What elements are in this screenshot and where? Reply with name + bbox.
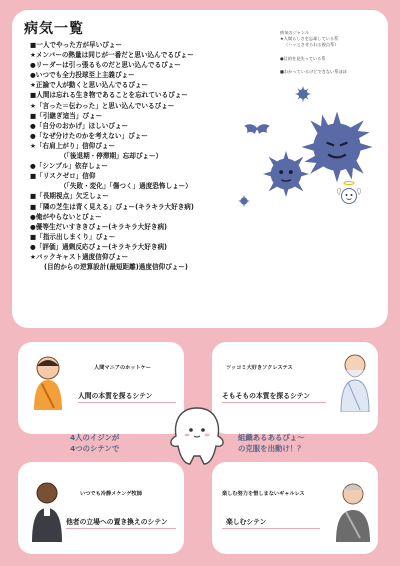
intro-line: の克服を出動け！？ xyxy=(238,444,305,453)
list-item: ★メンバーの熱量は同じが一番だと思い込んでるぴょー xyxy=(30,51,194,60)
disease-list-card xyxy=(12,10,388,328)
character-role: いつでも冷静メケンゲ牧師 xyxy=(80,491,142,497)
virus-icon xyxy=(295,86,311,102)
character-perspective: 楽しむシテン xyxy=(226,518,267,526)
list-item: ★「言った＝伝わった」と思い込んでいるぴょー xyxy=(30,101,175,110)
legend-item: ★人間らしさを忘却している系 xyxy=(280,36,339,42)
intro-line: 4つのシテンで xyxy=(70,444,120,453)
list-item: ■「引継ぎ這当」ぴょー xyxy=(30,111,103,120)
character-card xyxy=(18,342,184,434)
character-perspective: そもそもの本質を探るシテン xyxy=(222,392,311,400)
divider xyxy=(222,528,320,529)
list-item: ●リーダーは引っ張るものだと思い込んでるぴょー xyxy=(30,61,181,70)
list-item: ●「シンプル」依存しょー xyxy=(30,162,108,171)
legend-item: （ハッとさせられる視点系） xyxy=(284,42,339,48)
intro-text-left xyxy=(70,432,119,454)
person-illustration xyxy=(28,480,66,542)
person-illustration xyxy=(28,354,68,410)
list-item: ■「リスクゼロ」信仰 xyxy=(30,172,96,181)
list-item: ●「なぜ分けたのかを考えない」ぴょー xyxy=(30,131,148,140)
list-item: ●「評価」過剰反応ぴょー(キラキラ大好き病) xyxy=(30,242,168,251)
character-perspective: 人間の本質を探るシテン xyxy=(78,392,153,400)
bat-icon xyxy=(244,123,270,137)
disease-list xyxy=(30,40,290,272)
character-card xyxy=(212,342,378,434)
page-title: 病気一覧 xyxy=(24,21,84,37)
list-item: ●俺がやらないとぴょー xyxy=(30,212,102,221)
character-card xyxy=(18,462,184,554)
character-role: 楽しむ努力を惜しまないギャルレス xyxy=(222,491,305,497)
list-item: ●「自分のおかげ」ほしいぴょー xyxy=(30,121,129,130)
list-item: ■「長期視点」欠乏しょー xyxy=(30,192,109,201)
character-card xyxy=(212,462,378,554)
divider xyxy=(78,402,176,403)
divider xyxy=(66,528,176,529)
list-item: ■「隣の芝生は青く見える」ぴょー(キラキラ大好き病) xyxy=(30,202,194,211)
list-item: （「後退期・停滞期」忘却ぴょー） xyxy=(60,152,163,161)
legend-item: ●目的を見失っている系 xyxy=(280,55,326,61)
list-item: （「失敗・変化」「傷つく」過度恐怖しょー） xyxy=(60,182,192,191)
virus-icon xyxy=(238,195,250,207)
character-role: 人間マニアのホットケー xyxy=(94,365,151,371)
legend-item: ■わかっているけどできない系ほぼ xyxy=(280,68,347,74)
character-perspective: 他者の立場への置き換えのシテン xyxy=(66,518,168,526)
list-item: ●優等生だいすききぴょー(キラキラ大好き病) xyxy=(30,222,168,231)
characters-section xyxy=(12,338,388,560)
list-item: ★「右肩上がり」信仰ぴょー xyxy=(30,141,116,150)
intro-line: 4人のイジンが xyxy=(70,433,120,442)
virus-icon xyxy=(262,150,310,198)
list-item: ●いつでも全力投球至上主義ぴょー xyxy=(30,71,135,80)
divider xyxy=(222,402,326,403)
angel-virus-icon xyxy=(336,180,362,208)
legend-header: 病気のジャンル xyxy=(280,30,310,35)
mascot-icon xyxy=(170,406,224,466)
person-illustration xyxy=(332,480,374,542)
character-role: ツッコミ大好きソクレステス xyxy=(226,365,293,371)
list-item: ★正論で人が動くと思い込んでるぴょー xyxy=(30,81,149,90)
list-item: ■人間は忘れる生き物であることを忘れているぴょー xyxy=(30,91,188,100)
intro-text-right xyxy=(238,432,305,454)
list-item: ★バックキャスト過度信仰ぴょー xyxy=(30,252,129,261)
list-item: ■「指示出しまくり」ぴょー xyxy=(30,232,116,241)
list-item: ■一人でやった方が早いぴょー xyxy=(30,41,122,49)
intro-line: 組織あるあるぴょ～ xyxy=(238,433,305,442)
genre-legend xyxy=(280,30,384,75)
virus-icon xyxy=(300,110,374,184)
person-illustration xyxy=(336,352,374,412)
list-item: (目的からの逆算設計(最短距離)過度信仰ぴょー) xyxy=(44,263,188,272)
